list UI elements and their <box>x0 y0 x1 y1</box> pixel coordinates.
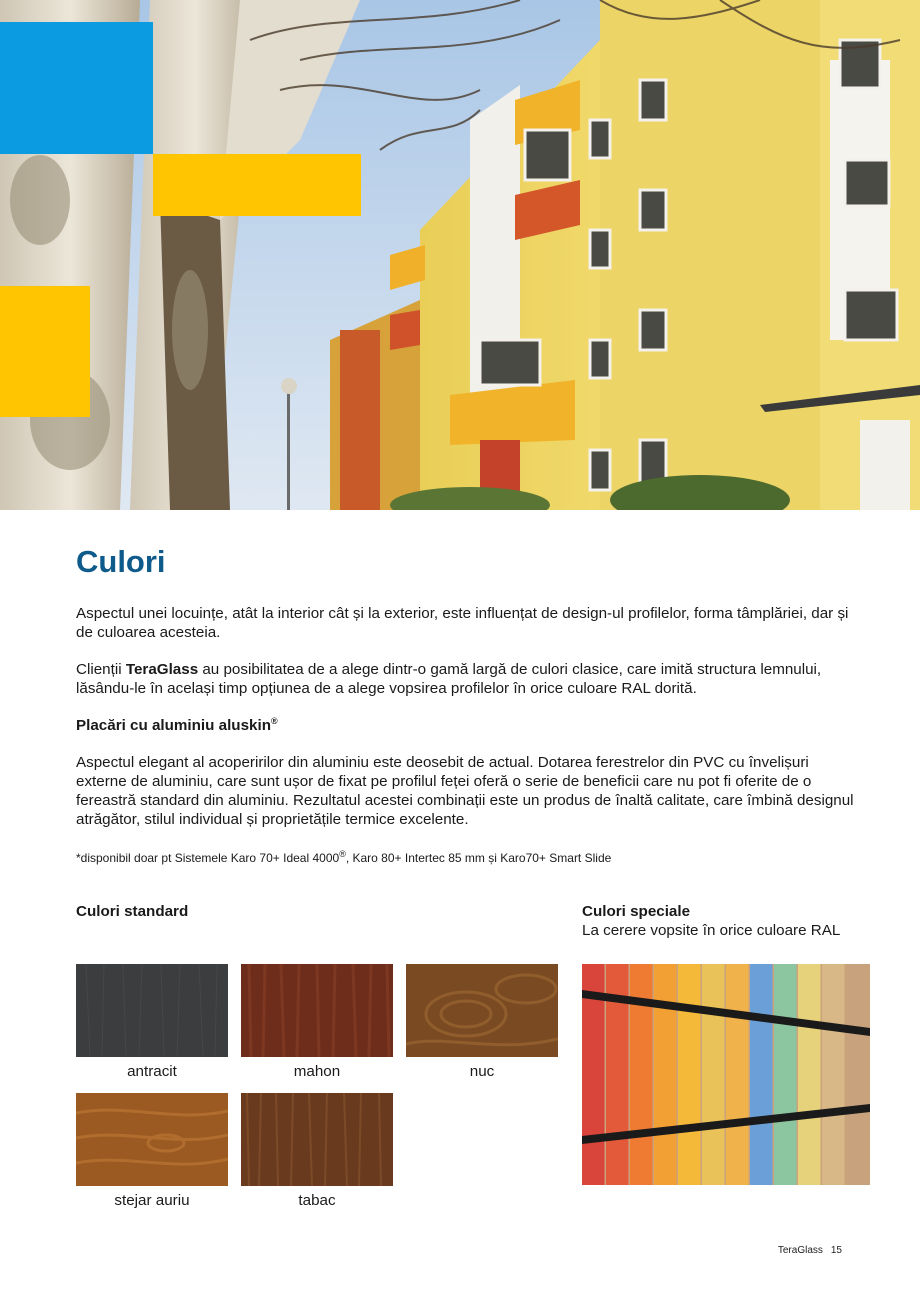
brand-name: TeraGlass <box>125 661 199 678</box>
blue-color-block <box>0 22 153 154</box>
page-number: 15 <box>830 1245 842 1256</box>
swatch-label-stejar-auriu: stejar auriu <box>114 1192 190 1209</box>
mahon-texture <box>241 964 393 1057</box>
swatch-label-mahon: mahon <box>293 1063 341 1080</box>
swatch-stejar-auriu[interactable] <box>76 1093 228 1186</box>
intro-text-suffix: au posibilitatea de a alege dintr-o gamă largă de culori clasice, care imită structura lemnului, lăsându-le în același timp opțiunea de a alege vopsirea profilelor în orice culoare RAL dorită. <box>76 661 822 697</box>
note-prefix: *disponibil doar pt Sistemele Karo 70+ Ideal 4000 <box>76 851 340 865</box>
aluskin-heading <box>76 716 278 734</box>
swatch-label-antracit: antracit <box>127 1063 177 1080</box>
ral-strip <box>654 964 677 1185</box>
ral-strips <box>582 964 870 1185</box>
swatch-tabac[interactable] <box>241 1093 393 1186</box>
aluskin-heading-text: Placări cu aluminiu aluskin <box>76 717 271 735</box>
aluskin-paragraph: Aspectul elegant al acoperirilor din aluminiu este deosebit de actual. Dotarea ferestrelor din PVC cu învelișuri externe de aluminiu, care sunt ușor de fixat pe profilul feței oferă o serie de beneficii care nu pot fi oferite de o fereastră standard din aluminiu. Rezultatul acestei combinații este un produs de înaltă calitate, care îmbină designul atrăgător, stilul individual și proprietățile termice excelente. <box>76 754 854 828</box>
swatch-nuc[interactable] <box>406 964 558 1057</box>
standard-colors-heading: Culori standard <box>76 903 189 920</box>
ral-strip <box>798 964 821 1185</box>
intro-paragraph-1: Aspectul unei locuințe, atât la interior cât și la exterior, este influențat de design-ul profilelor, forma tâmplăriei, dar și de culoarea acesteia. <box>76 605 849 641</box>
swatch-label-nuc: nuc <box>469 1063 495 1080</box>
swatch-mahon[interactable] <box>241 964 393 1057</box>
stejar-auriu-texture <box>76 1093 228 1186</box>
yellow-color-block-left <box>0 286 90 417</box>
ral-strip <box>702 964 725 1185</box>
ral-strip <box>846 964 869 1185</box>
ral-strip <box>822 964 845 1185</box>
note-registered-mark: ® <box>339 849 346 859</box>
ral-strip <box>774 964 797 1185</box>
registered-mark: ® <box>270 716 278 726</box>
footer-brand: TeraGlass <box>777 1245 823 1256</box>
swatch-antracit[interactable] <box>76 964 228 1057</box>
tabac-texture <box>241 1093 393 1186</box>
yellow-color-block-right <box>153 154 361 216</box>
special-colors-subtitle: La cerere vopsite în orice culoare RAL <box>582 922 841 939</box>
antracit-texture <box>76 964 228 1057</box>
page-title: Culori <box>76 544 166 579</box>
intro-paragraph-2 <box>76 660 856 698</box>
intro-text-prefix: Clienții <box>76 661 126 678</box>
ral-strip <box>678 964 701 1185</box>
availability-note <box>76 849 611 865</box>
note-suffix: , Karo 80+ Intertec 85 mm și Karo70+ Smart Slide <box>345 851 612 865</box>
nuc-texture <box>406 964 558 1057</box>
page-footer <box>770 1245 842 1256</box>
ral-strip <box>750 964 773 1185</box>
hero-photo <box>0 0 920 510</box>
special-colors-heading: Culori speciale <box>582 903 691 920</box>
ral-strip <box>726 964 749 1185</box>
swatch-label-tabac: tabac <box>298 1192 336 1209</box>
ral-colors-photo <box>582 964 870 1185</box>
